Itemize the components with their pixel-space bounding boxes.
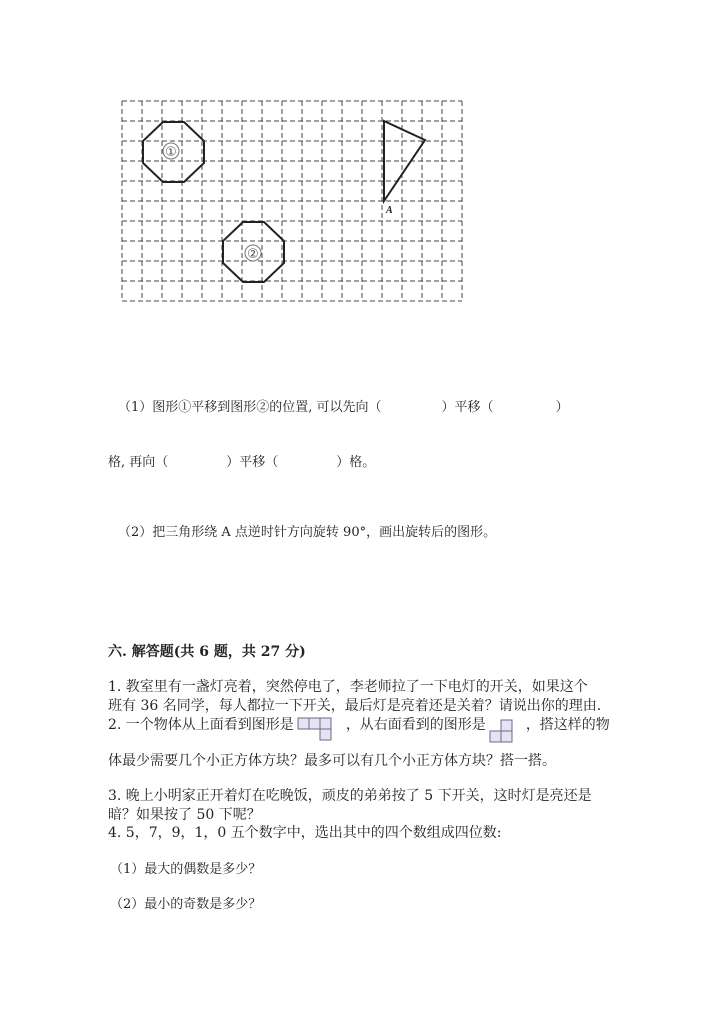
p2-line1 xyxy=(108,714,610,734)
q1-mid1: ）平移（ xyxy=(441,400,494,415)
q2-text: （2）把三角形绕 A 点逆时针方向旋转 90°，画出旋转后的图形。 xyxy=(118,525,497,540)
q1-line1 xyxy=(118,396,569,415)
right-view-figure xyxy=(489,719,515,745)
q1-line2 xyxy=(108,451,375,470)
p3-line2: 暗？如果按了 50 下呢？ xyxy=(108,807,261,823)
q1-mid2: ）平移（ xyxy=(226,455,279,470)
q1-prefix: （1）图形①平移到图形②的位置, 可以先向（ xyxy=(118,400,382,415)
p4-q1: （1）最大的偶数是多少？ xyxy=(110,862,262,877)
grid-figure xyxy=(0,0,720,320)
p2-part-c: ，搭这样的物 xyxy=(525,717,610,733)
p4-q2: （2）最小的奇数是多少？ xyxy=(110,897,262,912)
p2-part-a: 2. 一个物体从上面看到图形是 xyxy=(108,717,294,733)
shape2-label: ② xyxy=(247,247,259,262)
section-title: 六. 解答题(共 6 题，共 27 分) xyxy=(108,644,306,660)
p2-part-b: ，从右面看到的图形是 xyxy=(345,717,486,733)
p3-line1: 3. 晚上小明家正开着灯在吃晚饭，顽皮的弟弟按了 5 下开关，这时灯是亮还是 xyxy=(108,788,592,804)
p2-line2: 体最少需要几个小正方体方块？最多可以有几个小正方体方块？搭一搭。 xyxy=(108,753,556,769)
top-view-figure xyxy=(297,717,337,741)
p1-line2: 班有 36 名同学，每人都拉一下开关，最后灯是亮着还是关着？请说出你的理由. xyxy=(108,698,602,714)
p4-text: 4. 5，7，9，1，0 五个数字中，选出其中的四个数组成四位数: xyxy=(108,825,502,841)
p1-line1: 1. 教室里有一盏灯亮着，突然停电了，李老师拉了一下电灯的开关，如果这个 xyxy=(108,679,588,695)
q1-mid1-end: ） xyxy=(555,400,569,415)
shape1-label: ① xyxy=(165,145,177,160)
q1-end: ）格。 xyxy=(336,455,376,470)
point-a-label: A xyxy=(386,205,393,216)
q1-line2-start: 格, 再向（ xyxy=(108,455,169,470)
dashed-grid xyxy=(122,101,462,301)
